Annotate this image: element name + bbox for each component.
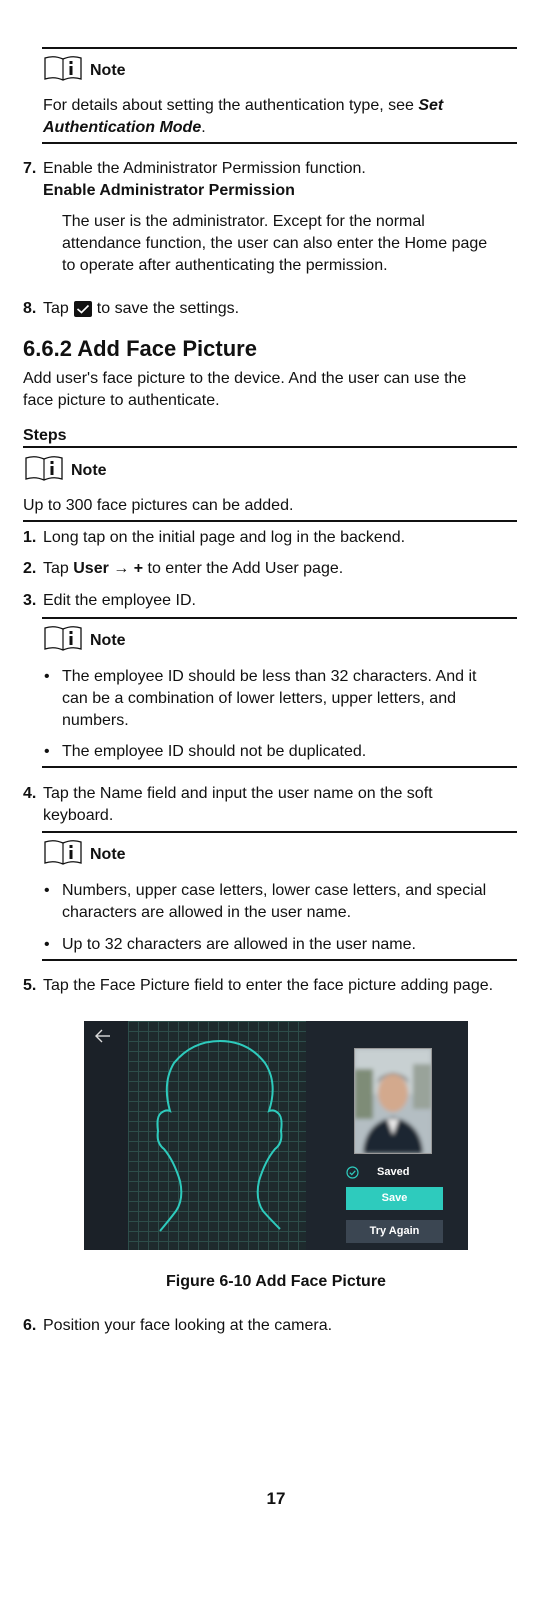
note-book-icon: [25, 455, 63, 481]
note-label: Note: [90, 632, 126, 649]
step-text-before: Tap: [43, 560, 74, 577]
bullet-line: numbers.: [62, 712, 129, 730]
note-bullet: [44, 666, 514, 732]
step-text: Enable the Administrator Permission function.: [43, 160, 366, 177]
section-intro-line: Add user's face picture to the device. And the user can use the: [23, 370, 467, 387]
captured-face-photo: [354, 1048, 432, 1154]
note-label: Note: [90, 62, 126, 79]
bullet-dot: •: [44, 668, 50, 685]
note-label: Note: [90, 846, 126, 863]
bullet-dot: •: [44, 936, 50, 953]
bullet-line: characters are allowed in the user name.: [62, 904, 352, 922]
back-arrow-icon[interactable]: [94, 1029, 112, 1043]
note-text: [43, 95, 513, 139]
note-header: [44, 839, 126, 865]
try-again-button[interactable]: Try Again: [346, 1220, 443, 1243]
step-number: 5.: [23, 977, 37, 994]
step-number: 2.: [23, 560, 37, 577]
add-face-picture-screenshot: [84, 1021, 468, 1250]
bullet-line: can be a combination of lower letters, upper letters, and: [62, 690, 456, 708]
bullet-text: [62, 666, 512, 732]
menu-path: User → +: [73, 560, 144, 577]
saved-label: Saved: [377, 1166, 410, 1178]
note-bottom-rule: [42, 959, 517, 961]
bullet-text: Up to 32 characters are allowed in the user name.: [62, 936, 416, 953]
page-number: 17: [266, 1489, 286, 1508]
note-book-icon: [44, 625, 82, 651]
step-detail-line: attendance function, the user can also enter the Home page: [62, 235, 488, 252]
note-header: [25, 455, 107, 481]
bullet-dot: •: [44, 882, 50, 899]
note-top-rule: [42, 617, 517, 619]
section-title: 6.6.2 Add Face Picture: [23, 336, 257, 361]
save-button[interactable]: Save: [346, 1187, 443, 1210]
note-bottom-rule: [23, 520, 517, 522]
note-book-icon: [44, 55, 82, 81]
step-text-line: Tap the Name field and input the user name on the soft: [43, 785, 433, 802]
step-text: Tap the Face Picture field to enter the face picture adding page.: [43, 977, 494, 994]
note-header: [44, 55, 126, 81]
step-number: 6.: [23, 1317, 37, 1334]
note-bullet: [44, 741, 514, 763]
note-text-prefix: For details about setting the authentication type, see: [43, 97, 419, 114]
note-text: Up to 300 face pictures can be added.: [23, 497, 294, 514]
face-photo-image: [355, 1049, 431, 1153]
steps-rule: [23, 446, 517, 448]
note-label: Note: [71, 462, 107, 479]
step-detail-line: to operate after authenticating the permission.: [62, 257, 388, 274]
step-text-line: keyboard.: [43, 807, 114, 824]
saved-status: [346, 1165, 409, 1180]
step-subheading: Enable Administrator Permission: [43, 182, 295, 199]
checkmark-save-icon: [74, 301, 92, 317]
step-number: 4.: [23, 785, 37, 802]
steps-label: Steps: [23, 427, 67, 444]
face-outline-guide: [128, 1021, 306, 1250]
note-book-icon: [44, 839, 82, 865]
step-text: [43, 298, 239, 320]
note-top-rule: [42, 831, 517, 833]
step-number: 1.: [23, 529, 37, 546]
step-text-after: to enter the Add User page.: [143, 560, 344, 577]
note-bottom-rule: [42, 142, 517, 144]
section-intro-line: face picture to authenticate.: [23, 392, 220, 409]
figure-caption: Figure 6-10 Add Face Picture: [166, 1273, 386, 1290]
step-number: 8.: [23, 300, 37, 317]
step-text: Edit the employee ID.: [43, 592, 196, 609]
step-text: Long tap on the initial page and log in the backend.: [43, 529, 406, 546]
bullet-dot: •: [44, 743, 50, 760]
note-text-suffix: .: [201, 119, 206, 137]
step-text-before: Tap: [43, 300, 69, 317]
bullet-text: [62, 880, 512, 924]
note-header: [44, 625, 126, 651]
bullet-line: The employee ID should be less than 32 characters. And it: [62, 668, 477, 685]
step-detail-line: The user is the administrator. Except for the normal: [62, 213, 425, 230]
bullet-text: The employee ID should not be duplicated.: [62, 743, 367, 760]
step-number: 7.: [23, 160, 37, 177]
step-number: 3.: [23, 592, 37, 609]
note-bullet: [44, 934, 514, 956]
step-text: Position your face looking at the camera.: [43, 1317, 333, 1334]
note-bottom-rule: [42, 766, 517, 768]
check-circle-icon: [346, 1166, 359, 1179]
screen-sidebar: [84, 1021, 128, 1250]
note-bullet: [44, 880, 514, 924]
set-authentication-mode-link[interactable]: Set Authentication Mode: [43, 97, 444, 137]
bullet-line: Numbers, upper case letters, lower case letters, and special: [62, 882, 487, 899]
step-text-after: to save the settings.: [96, 300, 240, 317]
note-top-rule: [42, 47, 517, 49]
step-text: [43, 558, 343, 580]
